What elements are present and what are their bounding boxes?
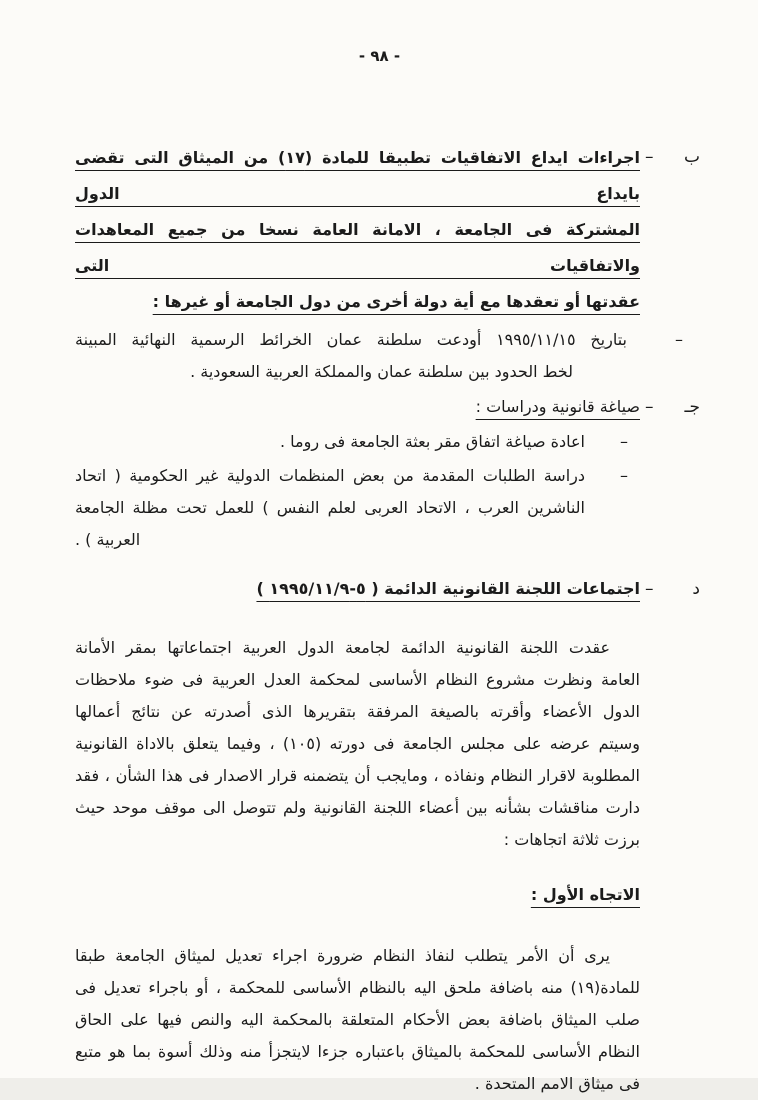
bullet-line: اعادة صياغة اتفاق مقر بعثة الجامعة فى روما . (279, 432, 585, 451)
section-b-heading-line: اجراءات ايداع الاتفاقيات تطبيقا للمادة (١٧) من الميثاق التى تقضى بايداع الدول (75, 148, 640, 203)
direction-1-heading: الاتجاه الأول : (530, 885, 640, 904)
section-d-dash: – (645, 579, 654, 599)
paragraph-line: دارت مناقشات بشأنه بين أعضاء اللجنة القانونية ولم تتوصل الى موقف موحد حيث (75, 798, 640, 817)
paragraph-line: يرى أن الأمر يتطلب لنفاذ النظام ضرورة اجراء تعديل لميثاق الجامعة طبقا (75, 946, 610, 965)
section-b-dash: – (645, 147, 654, 167)
paragraph-line: برزت ثلاثة اتجاهات : (503, 830, 640, 849)
paragraph-line: عقدت اللجنة القانونية الدائمة لجامعة الدول العربية اجتماعاتها بمقر الأمانة (75, 638, 610, 657)
section-b-heading-line: عقدتها أو تعقدها مع أية دولة أخرى من دول الجامعة أو غيرها : (152, 292, 640, 311)
section-j-marker (645, 390, 700, 424)
paragraph-line: الدول الأعضاء وأقرته بالصيغة المرفقة بتقريرها الذى أصدرته عن نتائج أعمالها (75, 702, 640, 721)
bullet-item (75, 324, 683, 388)
paragraph-line: فى ميثاق الامم المتحدة . (474, 1074, 640, 1093)
bullet-line: دراسة الطلبات المقدمة من بعض المنظمات الدولية غير الحكومية ( اتحاد (75, 466, 585, 485)
section-b (75, 140, 700, 388)
bullet-item (75, 426, 640, 458)
direction-1-heading-wrap (75, 878, 640, 912)
section-b-marker (645, 140, 700, 174)
section-d-marker (645, 572, 700, 606)
bullet-dash: – (620, 432, 628, 451)
paragraph-direction-1 (75, 940, 640, 1100)
paragraph-line: للمادة(١٩) منه باضافة ملحق اليه بالنظام الأساسى للمحكمة ، أو باجراء تعديل فى (75, 978, 640, 997)
paragraph-line: العامة ونظرت مشروع النظام الأساسى لمحكمة العدل العربية فى ضوء ملاحظات (75, 670, 640, 689)
paragraph-line: المطلوبة لاقرار النظام ونفاذه ، ومايجب أن يتضمنه قرار الاصدار فى هذا الشأن ، فقد (75, 766, 640, 785)
bullet-dash: – (675, 330, 683, 349)
section-j-letter: جـ (684, 397, 700, 417)
section-j (75, 390, 700, 556)
section-d-title: اجتماعات اللجنة القانونية الدائمة ( ٥-١٩٩٥/١١/٩ ) (256, 579, 640, 598)
bullet-line: لخط الحدود بين سلطنة عمان والمملكة العربية السعودية . (190, 362, 573, 381)
bullet-line: العربية ) . (75, 530, 141, 549)
section-b-letter: ب (683, 147, 700, 167)
paragraph-legal-committee (75, 632, 640, 856)
bullet-item (75, 460, 640, 556)
section-j-title: صياغة قانونية ودراسات : (475, 397, 640, 416)
section-d-letter: د (692, 579, 700, 599)
bullet-line: الناشرين العرب ، الاتحاد العربى لعلم النفس ) للعمل تحت مظلة الجامعة (75, 498, 585, 517)
paragraph-line: النظام الأساسى للمحكمة بالميثاق باعتباره جزءا لايتجزأ منه وذلك أسوة بما هو متبع (75, 1042, 640, 1061)
paragraph-line: صلب الميثاق باضافة بعض الأحكام المتعلقة بالمحكمة اليه والنص فيها على الحاق (75, 1010, 640, 1029)
bullet-line: بتاريخ ١٩٩٥/١١/١٥ أودعت سلطنة عمان الخرائط الرسمية النهائية المبينة (75, 330, 627, 349)
page-number: - ٩٨ - (358, 47, 401, 65)
section-b-heading-line: المشتركة فى الجامعة ، الامانة العامة نسخا من جميع المعاهدات والاتفاقيات التى (75, 220, 640, 275)
bullet-dash: – (620, 466, 628, 485)
paragraph-line: وسيتم عرضه على مجلس الجامعة فى دورته (١٠٥) ، وفيما يتعلق بالاداة القانونية (75, 734, 641, 753)
section-j-dash: – (645, 397, 654, 417)
section-d (75, 572, 700, 606)
